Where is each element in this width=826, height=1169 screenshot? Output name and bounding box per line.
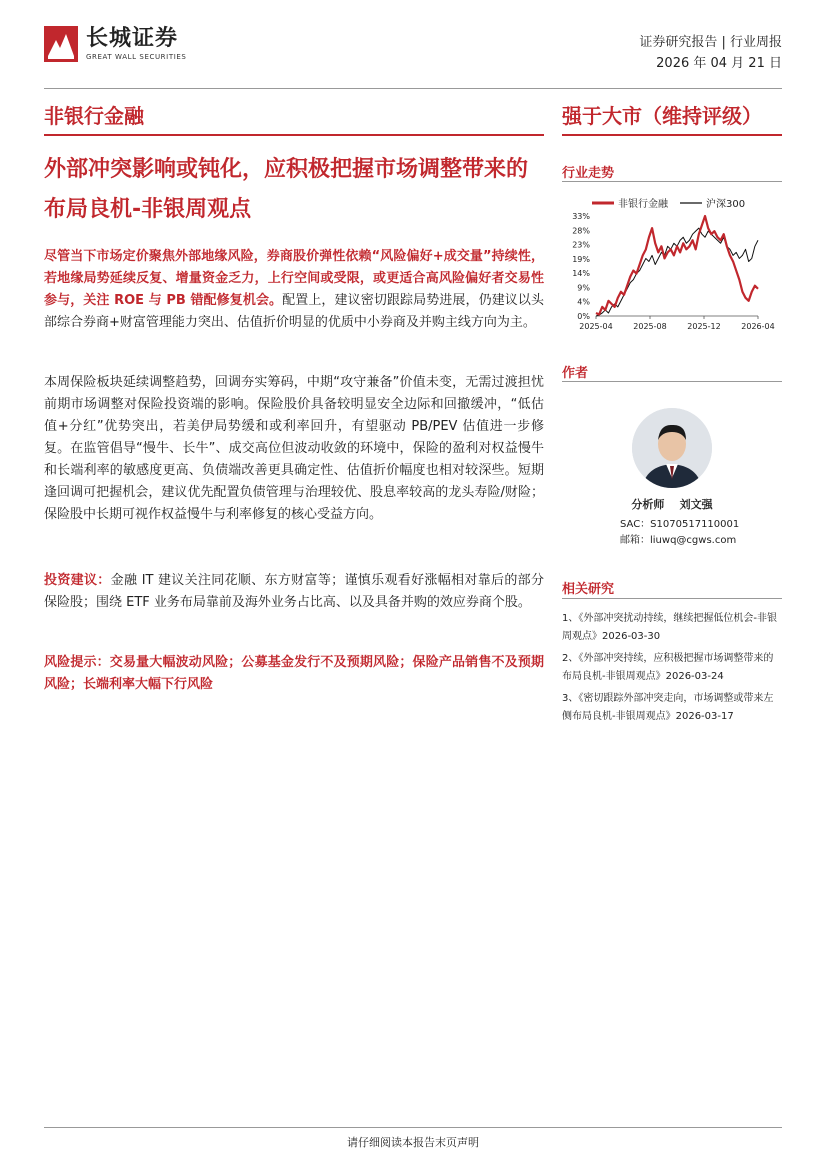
paragraph-brokerage-rest: 配置上，建议密切跟踪局势进展，仍建议以头部综合券商+财富管理能力突出、估值折价明显的优质中小券商及并购主线方向为主。 [44, 293, 544, 330]
x-tick-label: 2025-12 [687, 322, 721, 331]
y-tick-label: 9% [577, 283, 590, 293]
y-tick-label: 33% [572, 212, 590, 221]
paragraph-insurance: 本周保险板块延续调整趋势，回调夯实筹码，中期“攻守兼备”价值未变，无需过渡担忧前期市场调整对保险投资端的影响。保险股价具备较明显安全边际和回撤缓冲，“低估值+分红”优势突出，若美伊局势缓和或利率回升，有望驱动 PB/PEV 估值进一步修复。在监管倡导“慢牛、长牛”、成交高位但波动收敛的环境中，保险的盈利对权益慢牛和长端利率的敏感度更高、负债端改善更具确定性、估值折价幅度也相对较深些。短期逢回调可把握机会，建议优先配置负债管理与治理较优、股息率较高的龙头寿险/财险；保险股中长期可视作权益慢牛与利率修复的核心受益方向。 [44, 375, 544, 522]
related-item[interactable]: 1、《外部冲突扰动持续，继续把握低位机会-非银周观点》2026-03-30 [562, 613, 777, 642]
footer-disclaimer: 请仔细阅读本报告末页声明 [347, 1136, 479, 1149]
paragraph-investment-advice [44, 570, 544, 614]
report-type: 证券研究报告 | 行业周报 [639, 35, 782, 50]
x-tick-label: 2026-04 [741, 322, 775, 331]
trend-heading: 行业走势 [562, 166, 615, 181]
related-rule [562, 598, 782, 599]
series-line-csi300 [596, 228, 758, 316]
trend-rule [562, 181, 782, 182]
company-logo [44, 26, 186, 62]
related-item[interactable]: 3、《密切跟踪外部冲突走向，市场调整或带来左侧布局良机-非银周观点》2026-03-17 [562, 693, 774, 722]
related-item[interactable]: 2、《外部冲突持续，应积极把握市场调整带来的布局良机-非银周观点》2026-03-24 [562, 653, 774, 682]
y-tick-label: 23% [572, 240, 590, 250]
y-tick-label: 0% [577, 312, 590, 321]
rating: 强于大市（维持评级） [562, 104, 762, 128]
series-line-nonbank [596, 216, 758, 314]
paragraph-brokerage-highlight: 尽管当下市场定价聚焦外部地缘风险，券商股价弹性依赖“风险偏好+成交量”持续性，若地缘局势延续反复、增量资金乏力，上行空间或受限，或更适合高风险偏好者交易性参与，关注 ROE 与 PB 错配修复机会。 [44, 249, 544, 308]
footer-divider [44, 1127, 782, 1128]
legend-label: 非银行金融 [618, 199, 668, 210]
investment-advice-text: 金融 IT 建议关注同花顺、东方财富等；谨慎乐观看好涨幅相对靠后的部分保险股；围绕 ETF 业务布局靠前及海外业务占比高、以及具备并购的效应券商个股。 [44, 573, 544, 610]
related-research-list [562, 610, 782, 726]
logo-cn-text: 长城证券 [86, 26, 179, 51]
related-heading: 相关研究 [562, 582, 615, 597]
industry-trend-chart [562, 188, 782, 338]
report-title: 外部冲突影响或钝化，应积极把握市场调整带来的布局良机-非银周观点 [44, 157, 529, 222]
investment-advice-label: 投资建议： [44, 573, 111, 588]
author-rule [562, 381, 782, 382]
y-tick-label: 4% [577, 297, 590, 307]
title-rule-left [44, 134, 544, 136]
x-tick-label: 2025-08 [633, 322, 667, 331]
legend-label: 沪深300 [706, 199, 746, 210]
person-icon [632, 408, 712, 488]
analyst-email: 邮箱：liuwq@cgws.com [620, 535, 737, 546]
sector-name: 非银行金融 [44, 104, 144, 128]
logo-en-text: GREAT WALL SECURITIES [86, 53, 187, 61]
paragraph-brokerage [44, 246, 544, 334]
y-tick-label: 28% [572, 226, 590, 236]
title-rule-right [562, 134, 782, 136]
avatar [632, 408, 712, 488]
author-heading: 作者 [562, 366, 589, 381]
report-header [44, 22, 782, 80]
y-tick-label: 14% [572, 269, 590, 279]
x-tick-label: 2025-04 [579, 322, 613, 331]
paragraph-risk: 风险提示：交易量大幅波动风险；公募基金发行不及预期风险；保险产品销售不及预期风险；长端利率大幅下行风险 [44, 655, 544, 692]
analyst-label: 分析师 [631, 498, 665, 511]
report-date: 2026 年 04 月 21 日 [656, 56, 782, 71]
header-divider [44, 88, 782, 89]
great-wall-logo-icon [44, 26, 78, 62]
analyst-sac: SAC：S1070517110001 [620, 519, 740, 530]
y-tick-label: 19% [572, 254, 590, 264]
analyst-name: 刘文强 [679, 498, 713, 511]
author-block [562, 408, 782, 549]
